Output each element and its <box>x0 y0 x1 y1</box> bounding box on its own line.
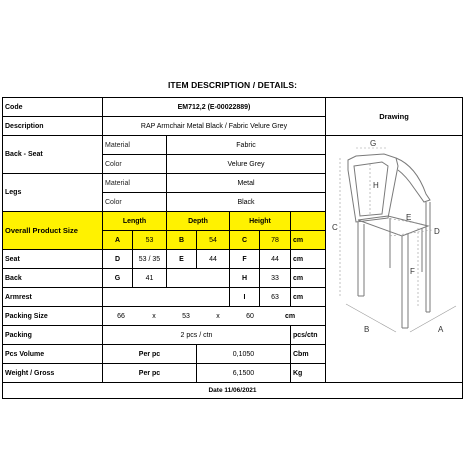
letter-d: D <box>103 250 133 269</box>
back-blank <box>167 269 230 288</box>
seat-label: Seat <box>3 250 103 269</box>
armrest-label: Armrest <box>3 288 103 307</box>
drawing-cell <box>326 136 463 383</box>
legs-color-value: Black <box>167 193 326 212</box>
back-seat-material-value: Fabric <box>167 136 326 155</box>
seat-d-value: 53 / 35 <box>133 250 167 269</box>
packing-label: Packing <box>3 326 103 345</box>
back-seat-color-label: Color <box>103 155 167 174</box>
chair-seat <box>358 216 428 236</box>
chair-leg-frame <box>358 296 430 328</box>
letter-e: E <box>167 250 197 269</box>
description-value: RAP Armchair Metal Black / Fabric Velure Grey <box>103 117 326 136</box>
legs-label: Legs <box>3 174 103 212</box>
drawing-label-b: B <box>364 325 370 334</box>
weight-per: Per pc <box>103 364 197 383</box>
letter-i: I <box>230 288 260 307</box>
letter-a: A <box>103 231 133 250</box>
height-header: Height <box>230 212 291 231</box>
depth-header: Depth <box>167 212 230 231</box>
dim-line-b <box>346 304 396 332</box>
packing-size-x2: x <box>216 312 220 320</box>
packing-size-v2: 53 <box>182 312 190 320</box>
armrest-unit: cm <box>291 288 326 307</box>
letter-g: G <box>103 269 133 288</box>
legs-color-label: Color <box>103 193 167 212</box>
date-text: Date 11/06/2021 <box>3 383 463 399</box>
pcs-volume-value: 0,1050 <box>197 345 291 364</box>
chair-back-inner <box>354 162 388 216</box>
code-label: Code <box>3 98 103 117</box>
legs-material-label: Material <box>103 174 167 193</box>
seat-unit: cm <box>291 250 326 269</box>
legs-material-value: Metal <box>167 174 326 193</box>
length-header: Length <box>103 212 167 231</box>
pcs-volume-unit: Cbm <box>291 345 326 364</box>
length-value: 53 <box>133 231 167 250</box>
drawing-label: Drawing <box>326 98 463 136</box>
height-value: 78 <box>260 231 291 250</box>
back-h-value: 33 <box>260 269 291 288</box>
packing-value: 2 pcs / ctn <box>103 326 291 345</box>
code-row <box>3 98 463 117</box>
pcs-volume-per: Per pc <box>103 345 197 364</box>
packing-size-v1: 66 <box>117 312 125 320</box>
packing-size-label: Packing Size <box>3 307 103 326</box>
sheet-title: ITEM DESCRIPTION / DETAILS: <box>167 80 298 90</box>
drawing-label-f: F <box>410 267 415 276</box>
overall-size-label: Overall Product Size <box>3 212 103 250</box>
back-seat-color-value: Velure Grey <box>167 155 326 174</box>
letter-f: F <box>230 250 260 269</box>
drawing-label-g: G <box>370 139 377 148</box>
armrest-blank <box>103 288 230 307</box>
letter-b: B <box>167 231 197 250</box>
description-label: Description <box>3 117 103 136</box>
packing-size-values <box>103 307 326 326</box>
packing-size-v3: 60 <box>246 312 254 320</box>
dim-line-a <box>410 306 456 332</box>
drawing-label-h: H <box>373 181 379 190</box>
seat-e-value: 44 <box>197 250 230 269</box>
back-label: Back <box>3 269 103 288</box>
armchair-drawing <box>326 136 462 336</box>
depth-value: 54 <box>197 231 230 250</box>
weight-value: 6,1500 <box>197 364 291 383</box>
chair-armrest <box>396 158 430 202</box>
date-row <box>3 383 463 399</box>
back-g-value: 41 <box>133 269 167 288</box>
letter-c: C <box>230 231 260 250</box>
spec-table <box>2 97 463 399</box>
letter-h: H <box>230 269 260 288</box>
pcs-volume-label: Pcs Volume <box>3 345 103 364</box>
back-seat-material-label: Material <box>103 136 167 155</box>
packing-size-x1: x <box>152 312 156 320</box>
drawing-label-d: D <box>434 227 440 236</box>
weight-label: Weight / Gross <box>3 364 103 383</box>
drawing-label-e: E <box>406 213 412 222</box>
seat-f-value: 44 <box>260 250 291 269</box>
armrest-i-value: 63 <box>260 288 291 307</box>
back-unit: cm <box>291 269 326 288</box>
back-seat-material-row <box>3 136 463 155</box>
weight-unit: Kg <box>291 364 326 383</box>
back-seat-label: Back - Seat <box>3 136 103 174</box>
code-value: EM712,2 (E-00022889) <box>103 98 326 117</box>
packing-size-unit: cm <box>284 312 296 320</box>
overall-blank <box>291 212 326 231</box>
packing-unit: pcs/ctn <box>291 326 326 345</box>
drawing-label-c: C <box>332 223 338 232</box>
overall-unit: cm <box>291 231 326 250</box>
drawing-label-a: A <box>438 325 444 334</box>
